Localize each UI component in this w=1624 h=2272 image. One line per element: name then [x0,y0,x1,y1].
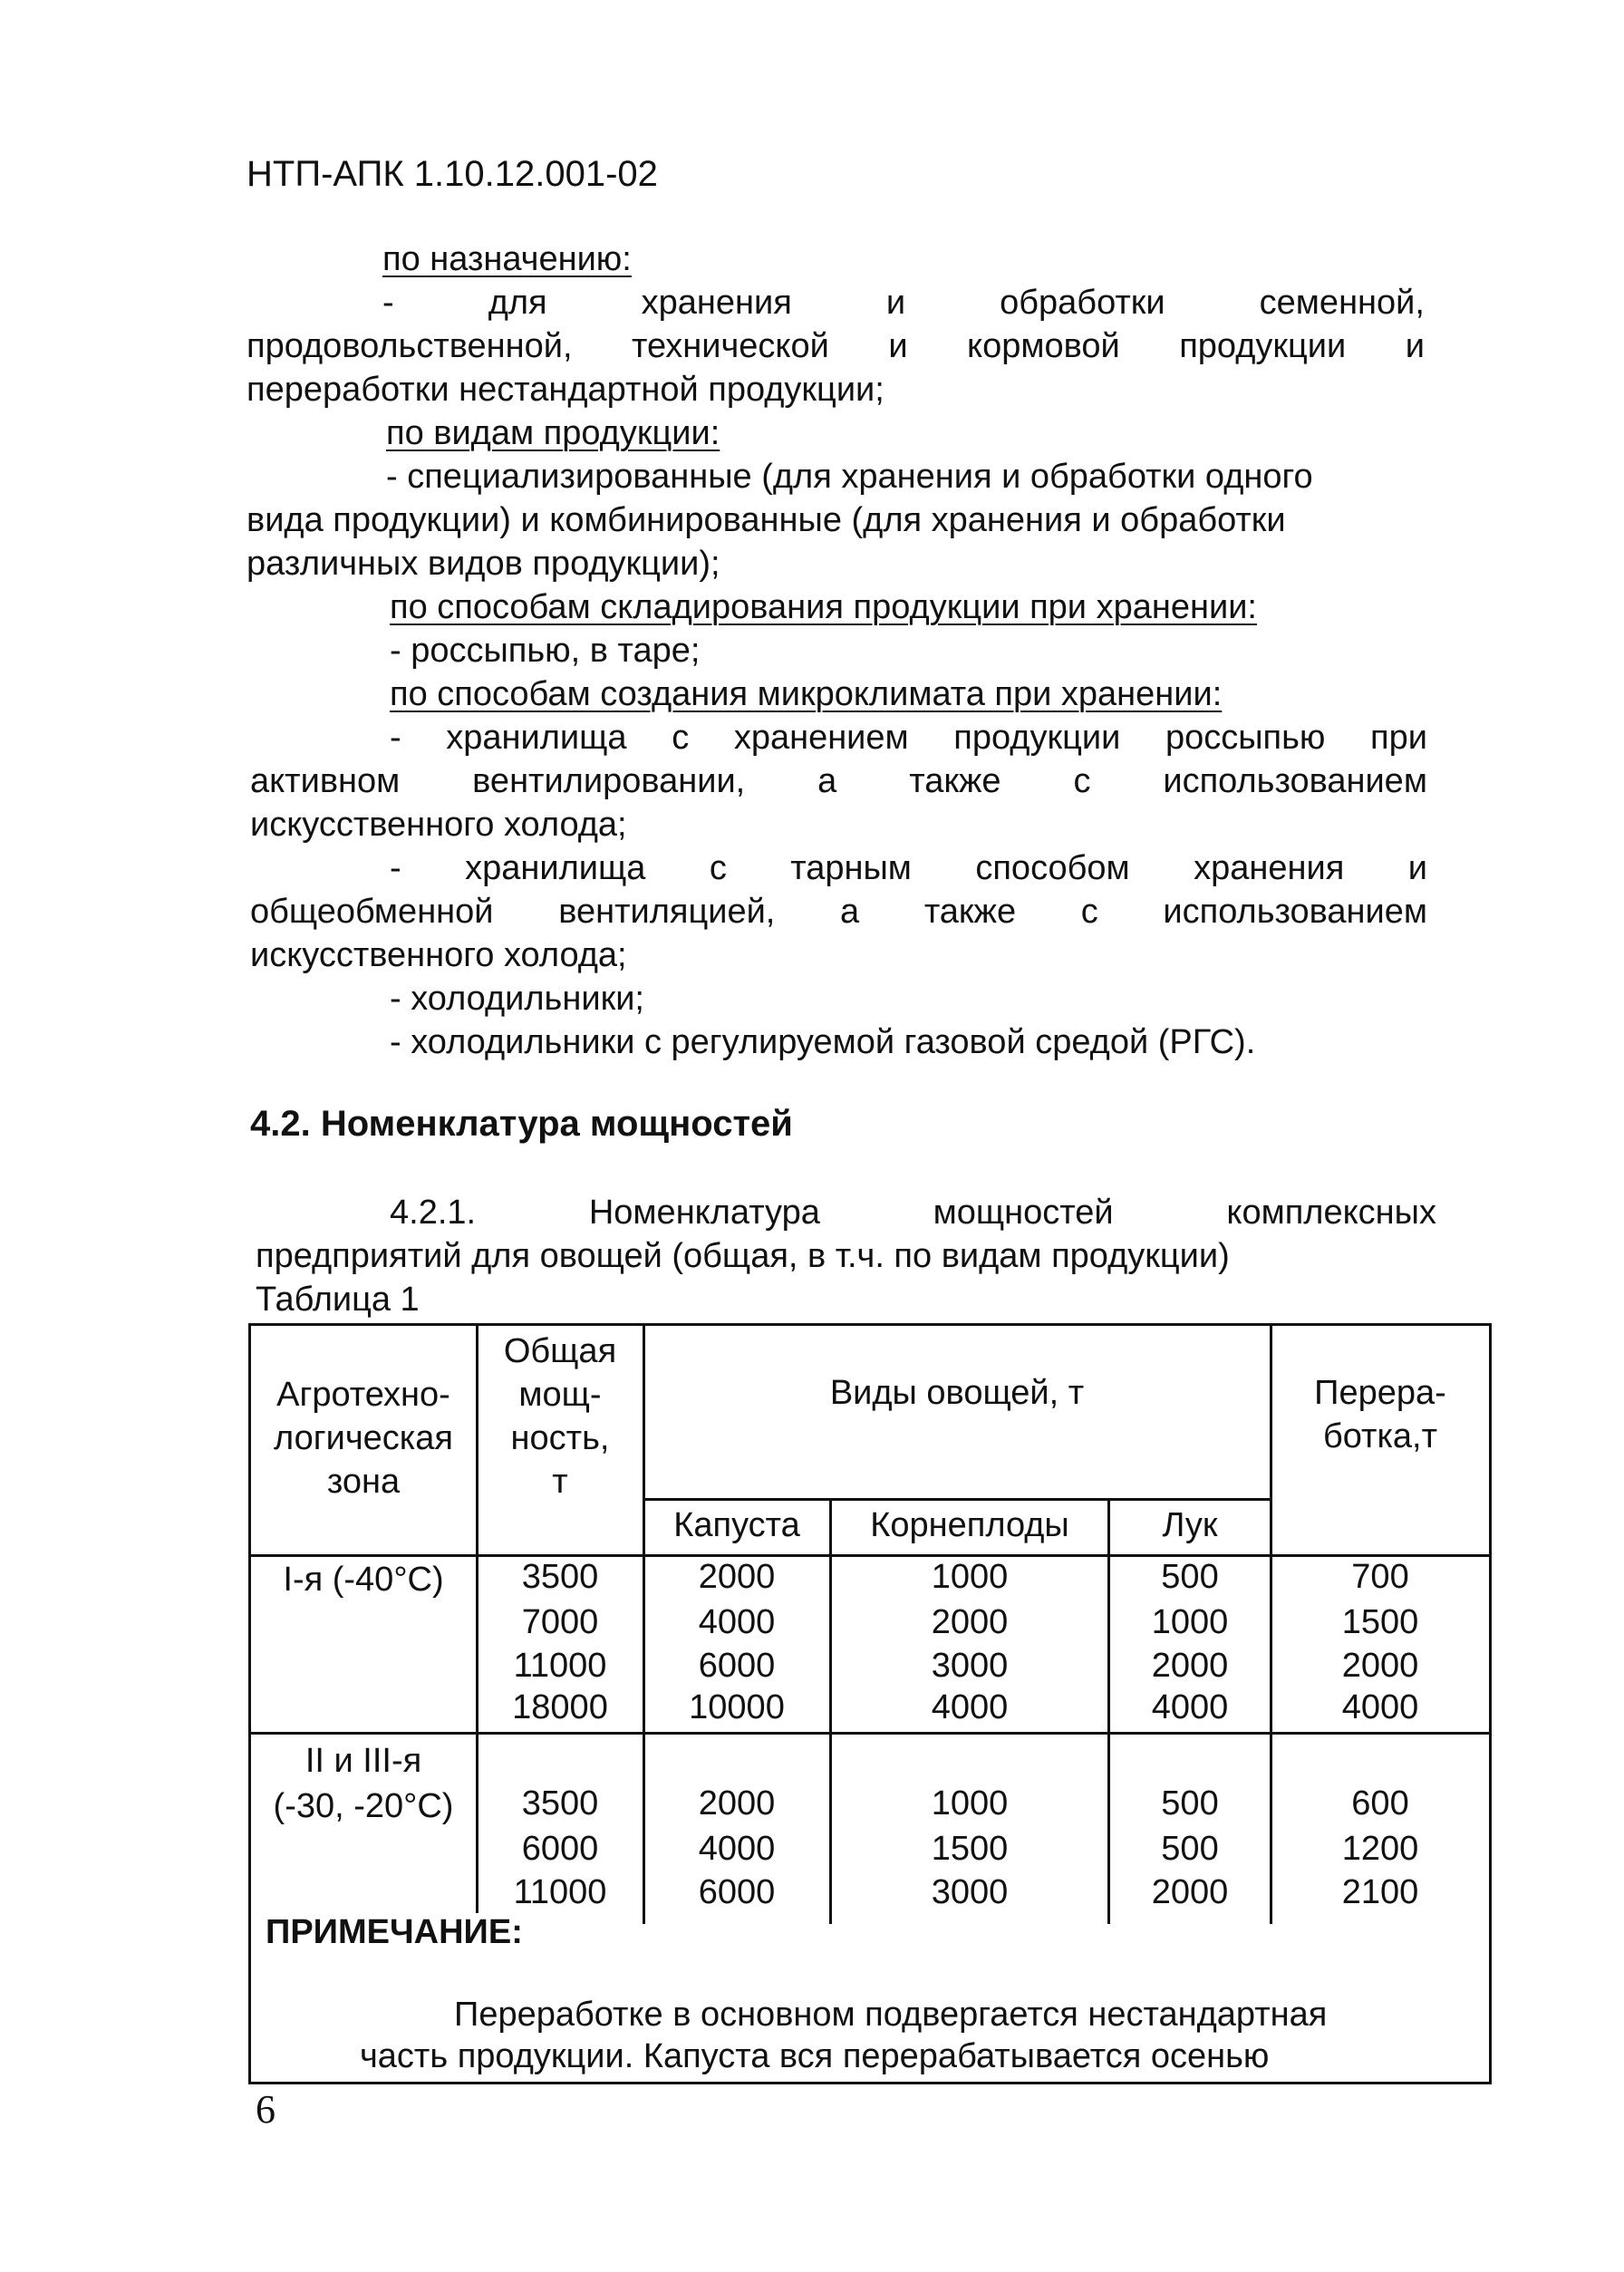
z1-r3-onion: 2000 [1151,1647,1229,1685]
p6-line1: - холодильники; [390,980,644,1018]
p2-line3: различных видов продукции); [246,545,720,583]
p2-line1: - специализированные (для хранения и обработки одного [386,458,1313,496]
p1-line3: переработки нестандартной продукции; [246,371,884,409]
capacity-table [248,1323,1492,2084]
header-cabbage: Капуста [673,1506,800,1544]
z1-r3-cabbage: 6000 [698,1647,776,1685]
hline-subheader [643,1498,1270,1501]
p4-line1: - хранилища с хранением продукции россыпью при [390,719,1427,757]
p5-line2: общеобменной вентиляцией, а также с использованием [250,893,1427,931]
z2-r2-cabbage: 4000 [698,1830,776,1868]
header-vegetable-types: Виды овощей, т [829,1374,1085,1412]
z1-r3-roots: 3000 [931,1647,1009,1685]
header-onion: Лук [1162,1506,1218,1544]
p1-line2: продовольственной, технической и кормовой продукции и [246,327,1425,365]
z2-r2-onion: 500 [1161,1830,1219,1868]
z2-r1-onion: 500 [1161,1784,1219,1822]
p4-line2: активном вентилировании, а также с использованием [250,762,1427,800]
p7-line1: - холодильники с регулируемой газовой средой (РГС). [390,1023,1256,1061]
heading-by-microclimate: по способам создания микроклимата при хранении: [390,675,1223,713]
z2-r3-total: 11000 [513,1873,607,1911]
z1-r4-roots: 4000 [931,1688,1009,1726]
header-processing: Перера- ботка,т [1314,1374,1446,1455]
heading-by-product-type: по видам продукции: [386,414,720,452]
z2-r3-cabbage: 6000 [698,1873,776,1911]
z2-r2-processing: 1200 [1341,1830,1419,1868]
z1-r2-total: 7000 [521,1603,599,1641]
z2-r3-onion: 2000 [1151,1873,1229,1911]
hline-zone-separator [251,1732,1489,1735]
z1-r2-onion: 1000 [1151,1603,1229,1641]
document-code: НТП-АПК 1.10.12.001-02 [246,154,658,194]
page-number: 6 [256,2087,276,2132]
z1-r4-total: 18000 [512,1688,608,1726]
heading-by-storage-method: по способам складирования продукции при хранении: [390,588,1257,626]
section-title: 4.2. Номенклатура мощностей [250,1104,793,1144]
z1-r2-cabbage: 4000 [698,1603,776,1641]
z1-r3-processing: 2000 [1341,1647,1419,1685]
z1-r4-cabbage: 10000 [689,1688,785,1726]
header-root-crops: Корнеплоды [870,1506,1069,1544]
subsection-line1: 4.2.1. Номенклатура мощностей комплексных [390,1194,1436,1232]
z1-r4-onion: 4000 [1151,1688,1229,1726]
z2-r1-total: 3500 [521,1784,599,1822]
header-total-capacity: Общая мощ- ность, т [503,1332,617,1501]
z2-r1-roots: 1000 [931,1784,1009,1822]
z2-r2-roots: 1500 [931,1830,1009,1868]
zone-2-label-line2: (-30, -20°С) [273,1787,454,1825]
z1-r1-processing: 700 [1351,1558,1409,1596]
z2-r3-processing: 2100 [1341,1873,1419,1911]
header-zone: Агротехно- логическая зона [274,1376,453,1501]
note-line2: часть продукции. Капуста вся перерабатывается осенью [360,2037,1270,2075]
z1-r3-total: 11000 [513,1647,607,1685]
p1-line1: - для хранения и обработки семенной, [382,284,1425,322]
z2-r2-total: 6000 [521,1830,599,1868]
p2-line2: вида продукции) и комбинированные (для хранения и обработки [246,501,1286,539]
p4-line3: искусственного холода; [250,806,627,844]
hline-header-bottom [251,1554,1489,1557]
z1-r4-processing: 4000 [1341,1688,1419,1726]
z2-r1-processing: 600 [1351,1784,1409,1822]
z1-r1-onion: 500 [1161,1558,1219,1596]
z2-r1-cabbage: 2000 [698,1784,776,1822]
p5-line1: - хранилища с тарным способом хранения и [390,849,1427,887]
table-caption: Таблица 1 [256,1281,420,1319]
p3-line1: - россыпью, в таре; [390,632,701,670]
p5-line3: искусственного холода; [250,936,627,974]
z1-r1-roots: 1000 [931,1558,1009,1596]
note-title: ПРИМЕЧАНИЕ: [266,1913,528,1952]
heading-by-purpose: по назначению: [382,240,632,278]
z2-r3-roots: 3000 [931,1873,1009,1911]
zone-1-label: I-я (-40°С) [283,1561,444,1599]
note-line1: Переработке в основном подвергается нестандартная [454,1996,1328,2034]
z1-r2-roots: 2000 [931,1603,1009,1641]
z1-r1-total: 3500 [521,1558,599,1596]
zone-2-label-line1: II и III-я [304,1742,422,1780]
subsection-line2: предприятий для овощей (общая, в т.ч. по видам продукции) [256,1237,1230,1275]
z1-r1-cabbage: 2000 [698,1558,776,1596]
z1-r2-processing: 1500 [1341,1603,1419,1641]
